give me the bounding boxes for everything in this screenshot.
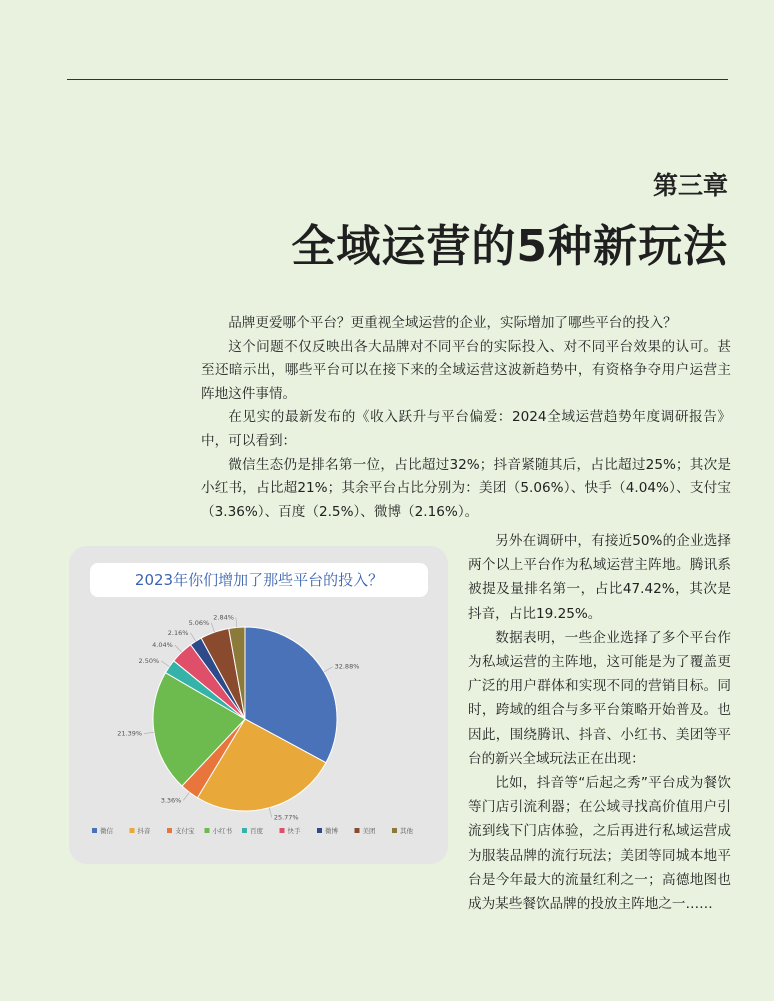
pie-leader-line <box>211 623 214 632</box>
pie-data-label: 4.04% <box>152 640 173 649</box>
pie-chart-card <box>69 546 448 864</box>
pie-data-label: 21.39% <box>117 729 143 738</box>
legend-label: 抖音 <box>137 827 151 835</box>
legend-label: 支付宝 <box>175 827 195 835</box>
legend-label: 微博 <box>325 827 338 835</box>
legend-swatch <box>92 828 97 833</box>
legend-swatch <box>167 828 172 833</box>
legend-swatch <box>392 828 397 833</box>
pie-data-label: 25.77% <box>273 813 299 822</box>
legend-swatch <box>317 828 322 833</box>
legend-label: 快手 <box>287 827 301 835</box>
legend-swatch <box>242 828 247 833</box>
intro-paragraph: 这个问题不仅反映出各大品牌对不同平台的实际投入、对不同平台效果的认可。甚至还暗示出，哪些平台可以在接下来的全域运营这波新趋势中，有资格争夺用户运营主阵地这件事情。 <box>201 338 731 402</box>
legend-swatch <box>205 828 210 833</box>
legend-label: 小红书 <box>212 827 232 835</box>
pie-data-label: 2.50% <box>138 656 160 665</box>
legend-swatch <box>130 828 135 833</box>
intro-paragraph: 品牌更爱哪个平台？更重视全域运营的企业，实际增加了哪些平台的投入？ <box>228 315 677 331</box>
top-rule <box>67 79 728 80</box>
side-text <box>468 529 731 916</box>
intro-text <box>201 312 731 524</box>
intro-paragraph: 在见实的最新发布的《收入跃升与平台偏爱：2024全域运营趋势年度调研报告》中，可以看到： <box>201 409 731 449</box>
pie-data-label: 3.36% <box>160 796 182 805</box>
legend-swatch <box>355 828 360 833</box>
pie-leader-line <box>190 633 195 641</box>
chapter-label: 第三章 <box>652 171 728 200</box>
legend-label: 微信 <box>100 827 113 835</box>
page-title: 全域运营的5种新玩法 <box>291 221 728 272</box>
legend-label: 美团 <box>362 827 376 835</box>
pie-leader-line <box>324 667 333 672</box>
legend-label: 其他 <box>400 827 413 835</box>
legend-label: 百度 <box>250 827 263 835</box>
pie-data-label: 32.88% <box>334 662 360 671</box>
pie-data-label: 5.06% <box>188 618 210 627</box>
intro-paragraph: 微信生态仍是排名第一位，占比超过32%；抖音紧随其后，占比超过25%；其次是小红书，占比超21%；其余平台占比分别为：美团（5.06%）、快手（4.04%）、支付宝（3.36%）、百度（2.5%）、微博（2.16%）。 <box>201 456 731 520</box>
pie-leader-line <box>269 808 272 818</box>
pie-data-label: 2.84% <box>213 613 234 622</box>
side-paragraph: 比如，抖音等“后起之秀”平台成为餐饮等门店引流利器；在公域寻找高价值用户引流到线下门店体验，之后再进行私域运营成为服装品牌的流行玩法；美团等同城本地平台是今年最大的流量红利之一；高德地图也成为某些餐饮品牌的投放主阵地之一…… <box>468 775 731 913</box>
pie-data-label: 2.16% <box>167 628 189 637</box>
pie-leader-line <box>175 645 182 652</box>
pie-leader-line <box>161 661 169 667</box>
legend-swatch <box>280 828 285 833</box>
chart-title: 2023年你们增加了那些平台的投入？ <box>90 563 428 597</box>
side-paragraph: 另外在调研中，有接近50%的企业选择两个以上平台作为私域运营主阵地。腾讯系被提及量排名第一，占比47.42%，其次是抖音，占比19.25%。 <box>468 533 731 622</box>
pie-leader-line <box>236 617 237 627</box>
pie-leader-line <box>183 792 189 800</box>
pie-leader-line <box>144 732 154 733</box>
side-paragraph: 数据表明，一些企业选择了多个平台作为私域运营的主阵地，这可能是为了覆盖更广泛的用户群体和实现不同的营销目标。同时，跨域的组合与多平台策略开始普及。也因此，围绕腾讯、抖音、小红书、美团等平台的新兴全域玩法正在出现： <box>468 629 731 767</box>
pie-chart <box>69 546 448 864</box>
